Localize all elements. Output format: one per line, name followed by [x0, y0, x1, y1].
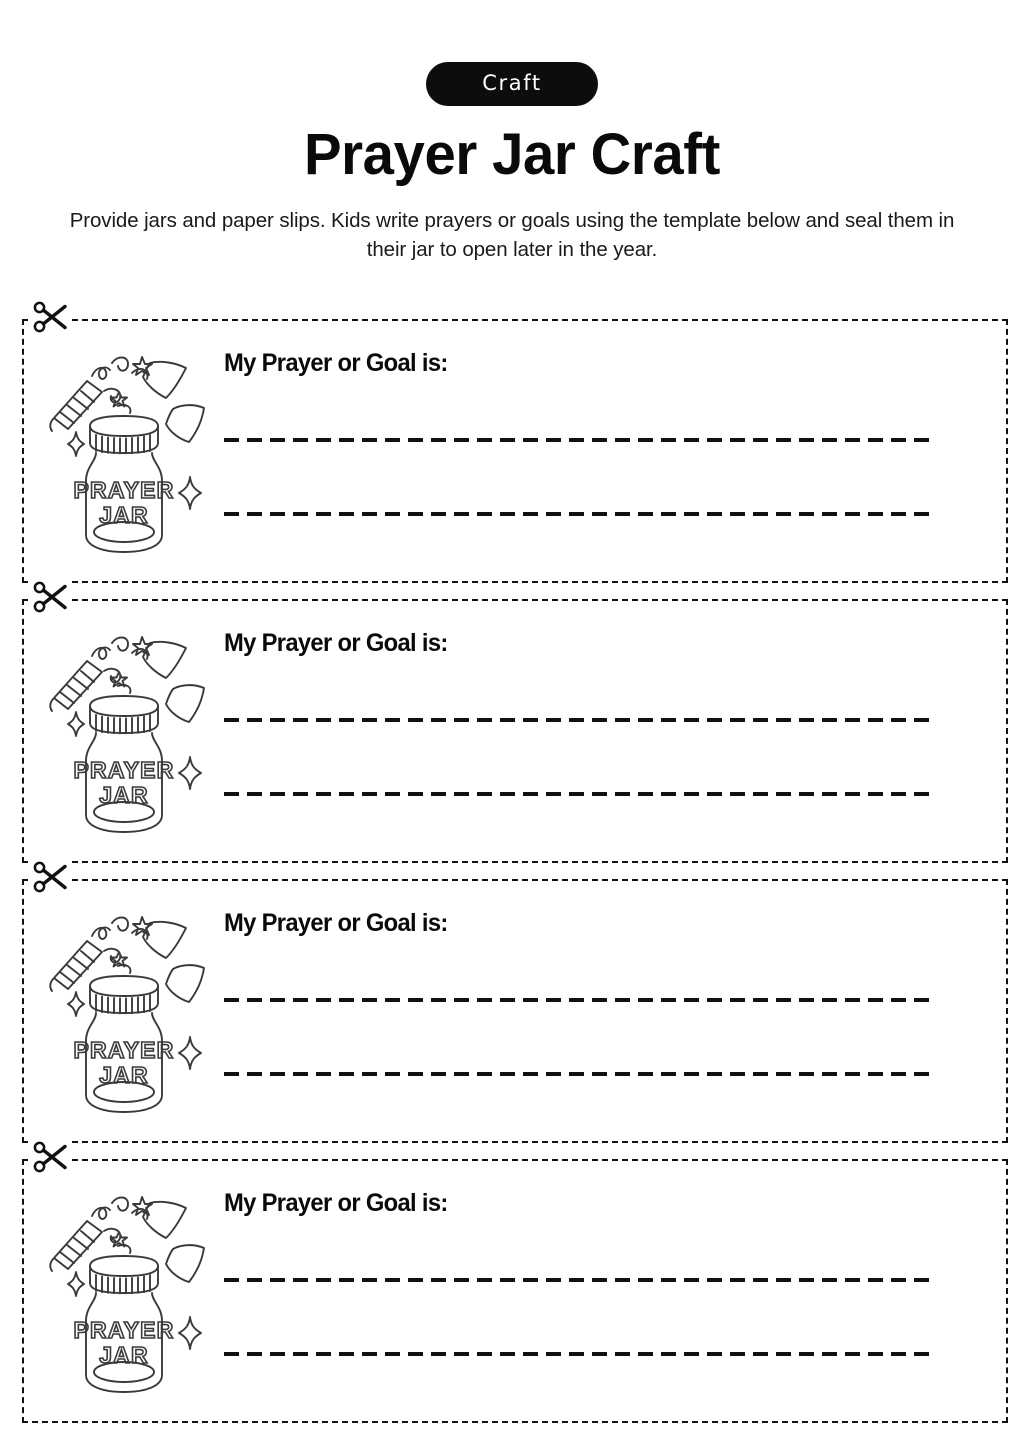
- writing-line[interactable]: [224, 438, 936, 442]
- page-description: Provide jars and paper slips. Kids write prayers or goals using the template below and seal them in their jar to open later in the year.: [69, 209, 955, 262]
- jar-label-line-1: PRAYER: [73, 1317, 175, 1343]
- card-inner: [24, 881, 1006, 1141]
- sparkle-icon: [179, 1037, 201, 1069]
- jar-label-line-1: PRAYER: [73, 757, 175, 783]
- party-popper-cone: [54, 941, 102, 989]
- party-popper-cone: [54, 1221, 102, 1269]
- paper-slip: [143, 642, 186, 678]
- party-popper-cone: [54, 661, 102, 709]
- prompt-label: My Prayer or Goal is:: [224, 1189, 448, 1217]
- paper-slip: [166, 405, 204, 442]
- sparkle-icon: [68, 1272, 84, 1296]
- writing-line[interactable]: [224, 1352, 936, 1356]
- sparkle-icon: [179, 757, 201, 789]
- sparkle-icon: [68, 992, 84, 1016]
- jar-label-line-2: JAR: [99, 782, 149, 808]
- prayer-jar-illustration: [24, 601, 224, 841]
- prayer-jar-illustration: [24, 1161, 224, 1401]
- party-popper-cone: [54, 381, 102, 429]
- page-title: Prayer Jar Craft: [303, 122, 720, 188]
- paper-slip: [166, 965, 204, 1002]
- jar-svg: [46, 903, 224, 1121]
- writing-line[interactable]: [224, 792, 936, 796]
- writing-line[interactable]: [224, 718, 936, 722]
- page-header: [0, 0, 1024, 264]
- card-inner: [24, 1161, 1006, 1421]
- jar-label-line-2: JAR: [99, 502, 149, 528]
- jar-svg: [46, 623, 224, 841]
- card-body: [224, 1161, 1006, 1356]
- prompt-label: My Prayer or Goal is:: [224, 629, 448, 657]
- jar-label-line-1: PRAYER: [73, 1037, 175, 1063]
- jar-label-line-1: PRAYER: [73, 477, 175, 503]
- sparkle-icon: [179, 1317, 201, 1349]
- jar-svg: [46, 1183, 224, 1401]
- prayer-card[interactable]: [22, 599, 1008, 863]
- writing-line[interactable]: [224, 998, 936, 1002]
- card-body: [224, 321, 1006, 516]
- cut-out-card-list: [22, 319, 1008, 1439]
- writing-line[interactable]: [224, 1072, 936, 1076]
- card-body: [224, 881, 1006, 1076]
- scissors-icon: [30, 1137, 70, 1177]
- prayer-card[interactable]: [22, 879, 1008, 1143]
- card-inner: [24, 601, 1006, 861]
- sparkle-icon: [68, 432, 84, 456]
- writing-line[interactable]: [224, 512, 936, 516]
- scissors-icon: [30, 577, 70, 617]
- prayer-jar-illustration: [24, 321, 224, 561]
- paper-slip: [166, 1245, 204, 1282]
- paper-slip: [143, 1202, 186, 1238]
- prayer-card[interactable]: [22, 319, 1008, 583]
- writing-line[interactable]: [224, 1278, 936, 1282]
- paper-slip: [143, 362, 186, 398]
- jar-svg: [46, 343, 224, 561]
- prompt-label: My Prayer or Goal is:: [224, 909, 448, 937]
- category-badge: Craft: [426, 62, 597, 106]
- card-inner: [24, 321, 1006, 581]
- scissors-icon: [30, 297, 70, 337]
- card-body: [224, 601, 1006, 796]
- scissors-icon: [30, 857, 70, 897]
- jar-label-line-2: JAR: [99, 1062, 149, 1088]
- sparkle-icon: [179, 477, 201, 509]
- paper-slip: [143, 922, 186, 958]
- prayer-jar-illustration: [24, 881, 224, 1121]
- paper-slip: [166, 685, 204, 722]
- prompt-label: My Prayer or Goal is:: [224, 349, 448, 377]
- prayer-card[interactable]: [22, 1159, 1008, 1423]
- sparkle-icon: [68, 712, 84, 736]
- jar-label-line-2: JAR: [99, 1342, 149, 1368]
